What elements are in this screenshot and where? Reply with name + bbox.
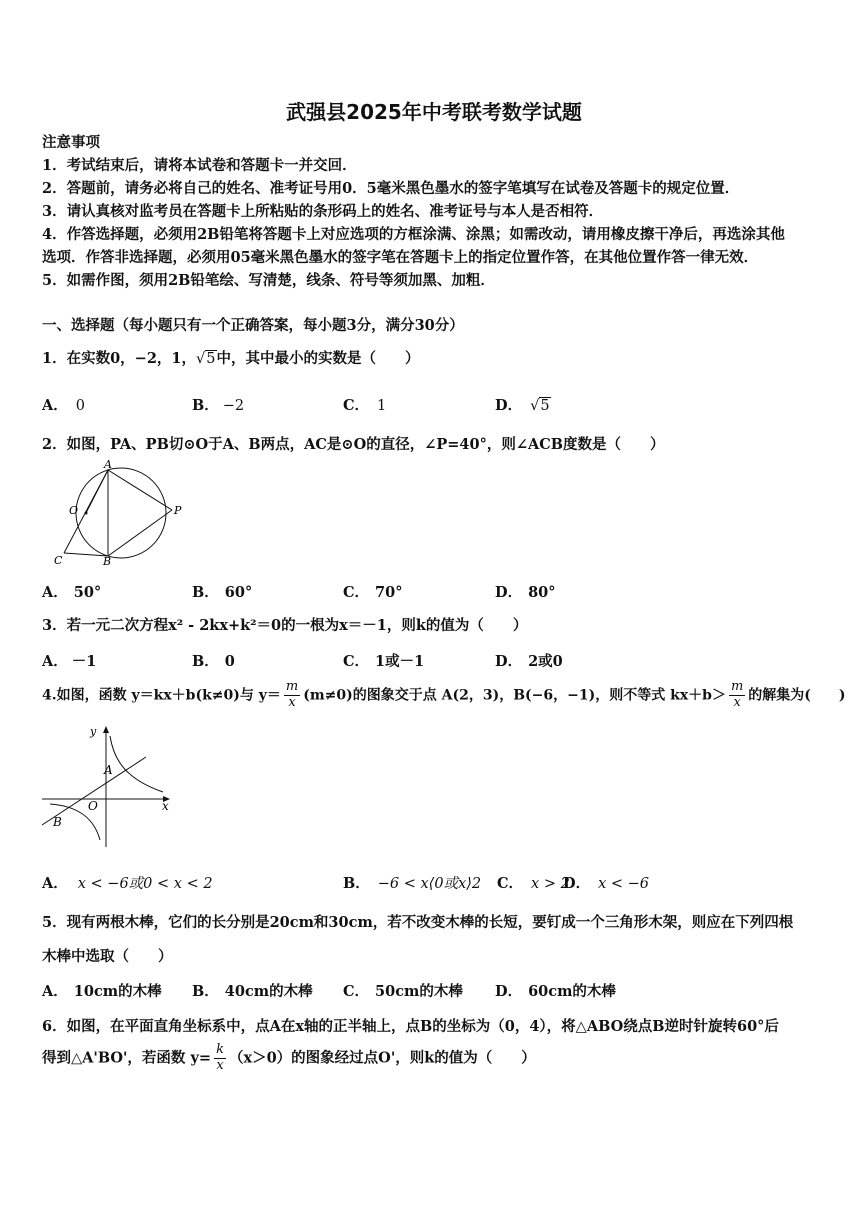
notice-item-4: 4．作答选择题，必须用2B铅笔将答题卡上对应选项的方框涂满、涂黑；如需改动，请用橡皮擦干净后，再选涂其他 [42,226,785,243]
q4-option-a: A． x < −6或0 < x < 2 [42,875,213,892]
fig-label-a: A [104,458,112,471]
q2-option-b: B． 60° [192,584,253,601]
fig-label-b: B [103,555,112,568]
fig-label-y: y [90,725,97,738]
section-heading: 一、选择题（每小题只有一个正确答案，每小题3分，满分30分） [42,317,464,334]
q5-option-b: B． 40cm的木棒 [192,983,313,1000]
q1-option-c: C． 1 [343,397,387,414]
q5-option-a: A． 10cm的木棒 [42,983,162,1000]
question-3-stem: 3．若一元二次方程x² - 2kx+k²＝0的一根为x＝－1，则k的值为（ ） [42,617,528,634]
fig-label-x: x [162,799,169,813]
q4-option-c: C． x > 2 [497,875,570,892]
question-1-stem: 1．在实数0，−2，1，√5中，其中最小的实数是（ ） [42,350,420,367]
notice-item-4-cont: 选项．作答非选择题，必须用05毫米黑色墨水的签字笔在答题卡上的指定位置作答，在其他位置作答一律无效． [42,249,759,266]
q4-option-d: D． x < −6 [563,875,649,892]
q2-option-c: C． 70° [343,584,403,601]
question-5-stem-line1: 5．现有两根木棒，它们的长分别是20cm和30cm，若不改变木棒的长短，要钉成一个三角形木架，则应在下列四根 [42,914,794,931]
fig-label-a: A [104,763,113,777]
notice-item-2: 2．答题前，请务必将自己的姓名、准考证号用0．5毫米黑色墨水的签字笔填写在试卷及答题卡的规定位置． [42,180,740,197]
q3-option-a: A． －1 [42,653,97,670]
question-6-stem-line2: 得到△A'BO'，若函数 y= $\frac{k}{x}$ （x＞0）的图象经过点O'，则k的值为（ ） [42,1042,536,1073]
q2-option-a: A． 50° [42,584,102,601]
question-4-stem: 4.如图，函数 y＝kx＋b(k≠0)与 y＝ $\frac{m}{x}$ (m≠0)的图象交于点 A(2，3)，B(−6，−1)，则不等式 kx＋b＞ $\frac{m}{x}$ 的解集为( ) [42,679,846,710]
q2-circle-figure [36,458,186,568]
fig-label-b: B [53,815,62,829]
question-5-stem-line2: 木棒中选取（ ） [42,948,173,965]
page-title: 武强县2025年中考联考数学试题 [286,100,582,124]
q4-option-b: B． −6 < x⟨0或x⟩2 [343,875,482,892]
fig-label-o: O [69,504,79,517]
q1-option-b: B． −2 [192,397,245,414]
fraction-k-over-x: $\frac{k}{x}$ [216,1042,224,1073]
q5-option-c: C． 50cm的木棒 [343,983,463,1000]
fig-label-p: P [174,504,182,517]
sqrt-symbol: √5 [196,351,216,367]
fraction-m-over-x: $\frac{m}{x}$ [285,679,299,710]
q3-option-d: D． 2或0 [495,653,563,670]
q3-option-c: C． 1或－1 [343,653,425,670]
notice-item-3: 3．请认真核对监考员在答题卡上所粘贴的条形码上的姓名、准考证号与本人是否相符． [42,203,604,220]
q2-option-d: D． 80° [495,584,556,601]
notice-item-1: 1．考试结束后，请将本试卷和答题卡一并交回． [42,157,357,174]
q1-option-a: A． 0 [42,397,85,414]
q1-option-d: D． √5 [495,397,550,414]
q5-option-d: D． 60cm的木棒 [495,983,616,1000]
question-6-stem-line1: 6．如图，在平面直角坐标系中，点A在x轴的正半轴上，点B的坐标为（0，4），将△ABO绕点B逆时针旋转60°后 [42,1018,779,1035]
q3-option-b: B． 0 [192,653,235,670]
notice-item-5: 5．如需作图，须用2B铅笔绘、写清楚，线条、符号等须加黑、加粗． [42,272,495,289]
notice-heading: 注意事项 [42,134,100,151]
fig-label-o: O [88,799,98,813]
question-2-stem: 2．如图，PA、PB切⊙O于A、B两点，AC是⊙O的直径，∠P=40°，则∠ACB度数是（ ） [42,436,665,453]
fig-label-c: C [54,554,63,567]
q4-graph-figure [38,722,178,852]
